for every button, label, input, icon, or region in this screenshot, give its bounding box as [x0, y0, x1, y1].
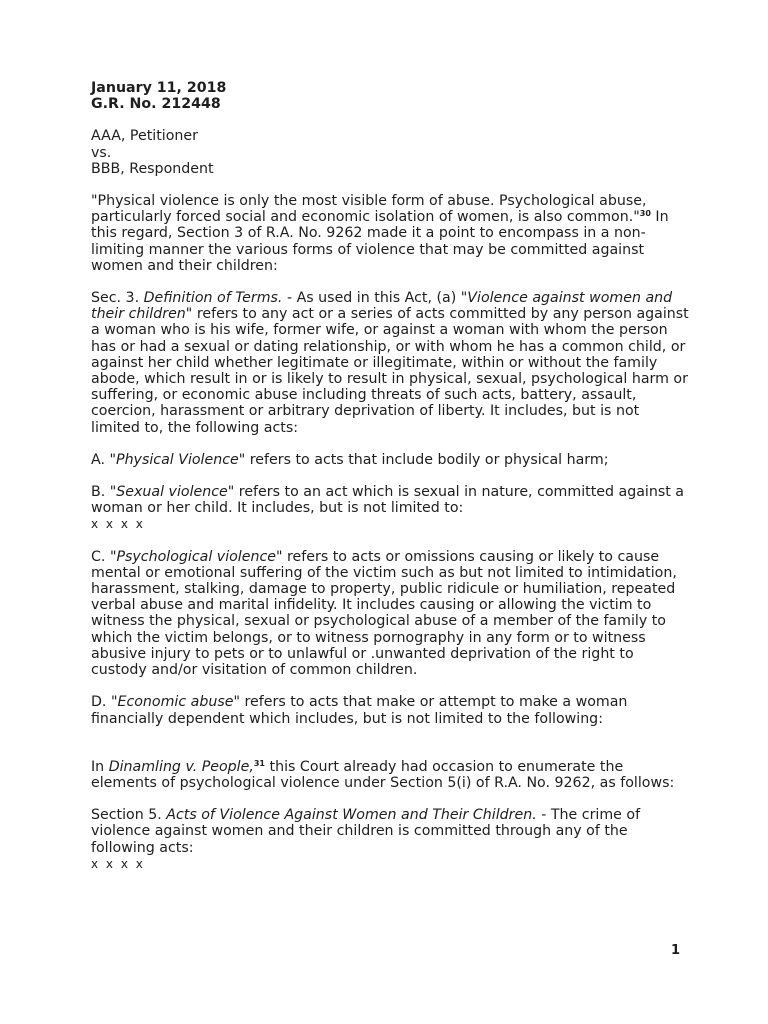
document-body — [91, 80, 691, 888]
gr-number: G.R. No. 212448 — [91, 96, 221, 113]
item-b-sexual-violence: B. "Sexual violence" refers to an act which is sexual in nature, committed against a woman or her child. It includes, but is not limited to: — [91, 484, 684, 517]
footnote-ref-30: 30 — [639, 209, 651, 219]
paragraph-dinamling: In Dinamling v. People,$^{31}$ this Court already had occasion to enumerate the elements of psychological violence under Section 5(i) of R.A. No. 9262, as follows: — [91, 758, 675, 791]
page-number: 1 — [671, 943, 681, 958]
item-a-physical-violence: A. "Physical Violence" refers to acts that include bodily or physical harm; — [91, 451, 609, 468]
item-d-economic-abuse: D. "Economic abuse" refers to acts that make or attempt to make a woman financially dependent which includes, but is not limited to the following: — [91, 694, 628, 727]
paragraph-intro: "Physical violence is only the most visible form of abuse. Psychological abuse, particularly forced social and economic isolation of women, is also common."$^{30}$ In this regard, Section 3 of R.A. No. 9262 made it a point to encompass in a non-limiting manner the various forms of violence that may be committed against women and their children: — [91, 193, 669, 274]
decision-date: January 11, 2018 — [91, 80, 227, 96]
respondent: BBB, Respondent — [91, 160, 214, 177]
petitioner: AAA, Petitioner — [91, 128, 198, 145]
ellipsis-omission: x x x x — [91, 856, 145, 871]
versus: vs. — [91, 144, 112, 161]
item-c-psychological-violence: C. "Psychological violence" refers to acts or omissions causing or likely to cause mental or emotional suffering of the victim such as but not limited to intimidation, harassment, stalking, damage to property, public ridicule or humiliation, repeated verbal abuse and marital infidelity. It includes causing or allowing the victim to witness the physical, sexual or psychological abuse of a member of the family to which the victim belongs, or to witness pornography in any form or to witness abusive injury to pets or to unlawful or .unwanted deprivation of the right to custody and/or visitation of common children. — [91, 548, 677, 679]
section-3-definition: Sec. 3. Definition of Terms. - As used in this Act, (a) "Violence against women and their children" refers to any act or a series of acts committed by any person against a woman who is his wife, former wife, or against a woman with whom the person has or had a sexual or dating relationship, or with whom he has a common child, or against her child whether legitimate or illegitimate, within or without the family abode, which result in or is likely to result in physical, sexual, psychological harm or suffering, or economic abuse including threats of such acts, battery, assault, coercion, harassment or arbitrary deprivation of liberty. It includes, but is not limited to, the following acts: — [91, 290, 689, 436]
footnote-ref-31: 31 — [253, 758, 265, 768]
section-5-acts: Section 5. Acts of Violence Against Women and Their Children. - The crime of violence against women and their children is committed through any of the following acts: — [91, 807, 641, 856]
ellipsis-omission: x x x x — [91, 517, 145, 532]
